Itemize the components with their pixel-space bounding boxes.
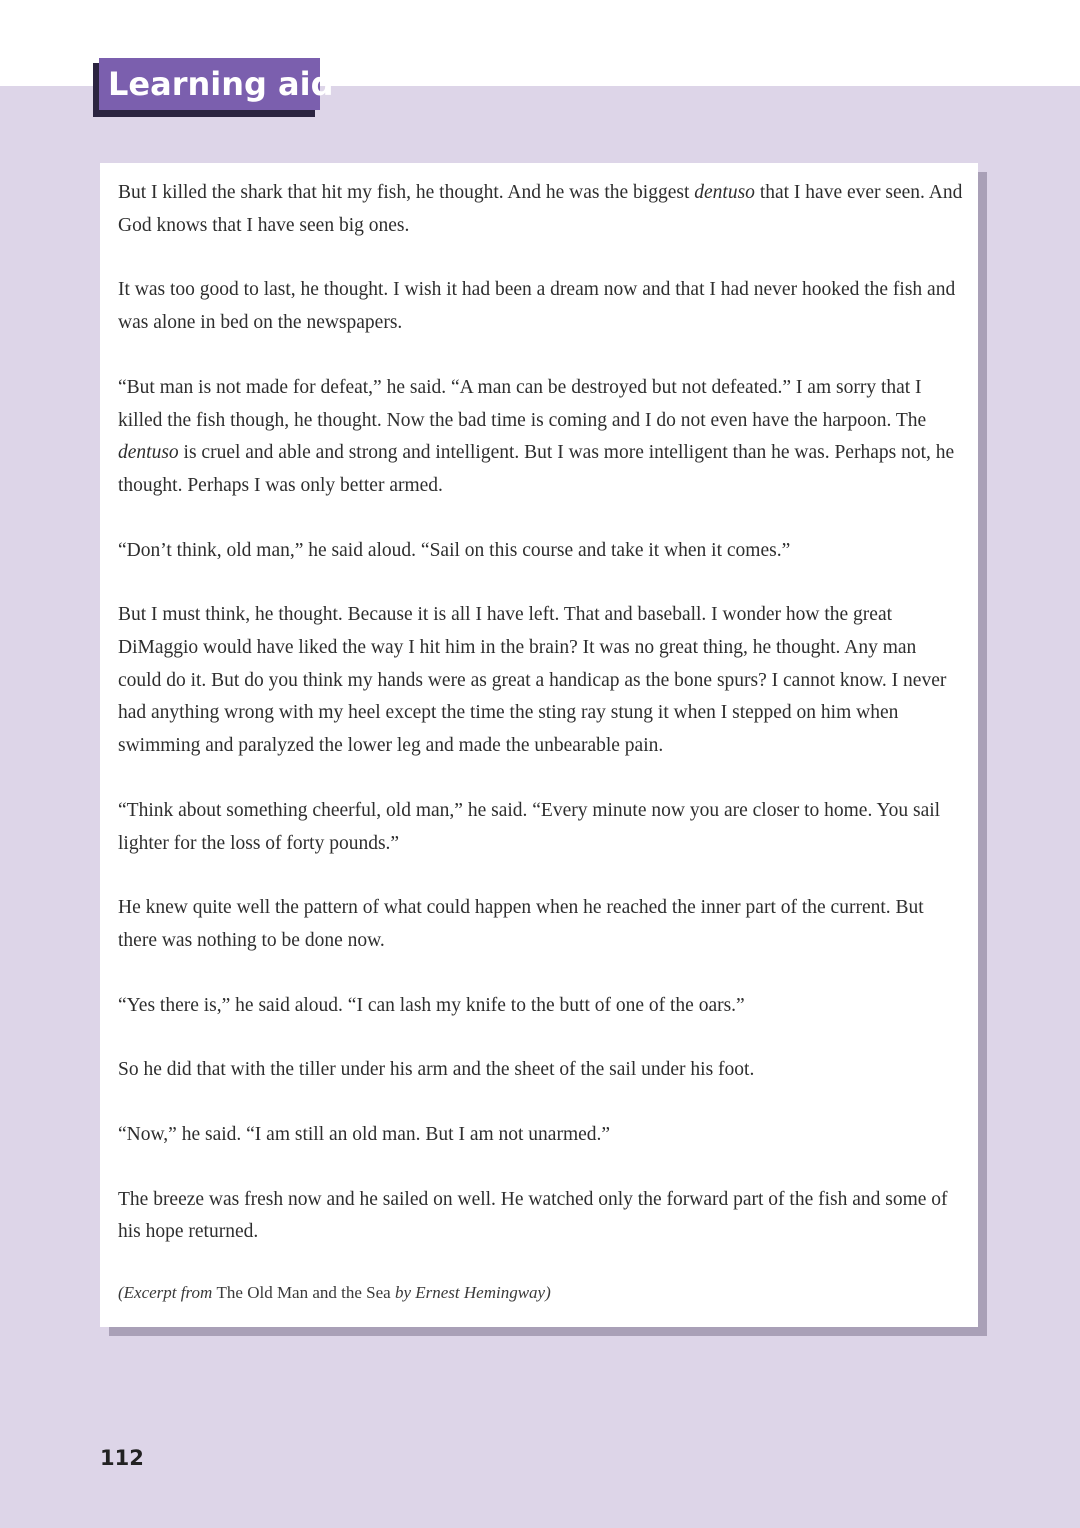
book-title: The Old Man and the Sea [216, 1283, 391, 1303]
passage-paragraph-10: “Now,” he said. “I am still an old man. But I am not unarmed.” [118, 1124, 611, 1146]
passage-paragraph-7: He knew quite well the pattern of what could happen when he reached the inner part of the current. But there was nothing to be done now. [118, 897, 924, 951]
page-title: Learning aid [99, 58, 320, 110]
italic-term: dentuso [118, 442, 179, 464]
passage-paragraph-9: So he did that with the tiller under his arm and the sheet of the sail under his foot. [118, 1059, 755, 1081]
passage-paragraph-11: The breeze was fresh now and he sailed on well. He watched only the forward part of the fish and some of his hope returned. [118, 1188, 948, 1243]
passage-paragraph-1: But I killed the shark that hit my fish, he thought. And he was the biggest dentuso that I have ever seen. And God knows that I have seen big ones. [118, 182, 963, 236]
passage-paragraph-6: “Think about something cheerful, old man,” he said. “Every minute now you are closer to home. You sail lighter for the loss of forty pounds.” [118, 799, 941, 854]
italic-term: dentuso [694, 182, 755, 203]
passage-paragraph-5: But I must think, he thought. Because it is all I have left. That and baseball. I wonder how the great DiMaggio would have liked the way I hit him in the brain? It was no great thing, he thought. Any man could do it. But do you think my hands were as great a handicap as the bone spurs? I cannot know. I never had anything wrong with my heel except the time the sting ray stung it when I stepped on him when swimming and paralyzed the lower leg and made the unbearable pain. [118, 604, 947, 757]
passage-paragraph-8: “Yes there is,” he said aloud. “I can lash my knife to the butt of one of the oars.” [118, 994, 745, 1016]
source-citation: (Excerpt from The Old Man and the Sea by Ernest Hemingway) [118, 1283, 551, 1303]
passage-card [100, 163, 978, 1327]
passage-paragraph-4: “Don’t think, old man,” he said aloud. “Sail on this course and take it when it comes.” [118, 539, 791, 561]
passage-paragraph-2: It was too good to last, he thought. I wish it had been a dream now and that I had never hooked the fish and was alone in bed on the newspapers. [118, 279, 956, 334]
passage-paragraph-3: “But man is not made for defeat,” he said. “A man can be destroyed but not defeated.” I am sorry that I killed the fish though, he thought. Now the bad time is coming and I do not even have the harpoon. The dentuso is cruel and able and strong and intelligent. But I was more intelligent than he was. Perhaps not, he thought. Perhaps I was only better armed. [118, 376, 955, 496]
page-number: 112 [100, 1446, 144, 1470]
